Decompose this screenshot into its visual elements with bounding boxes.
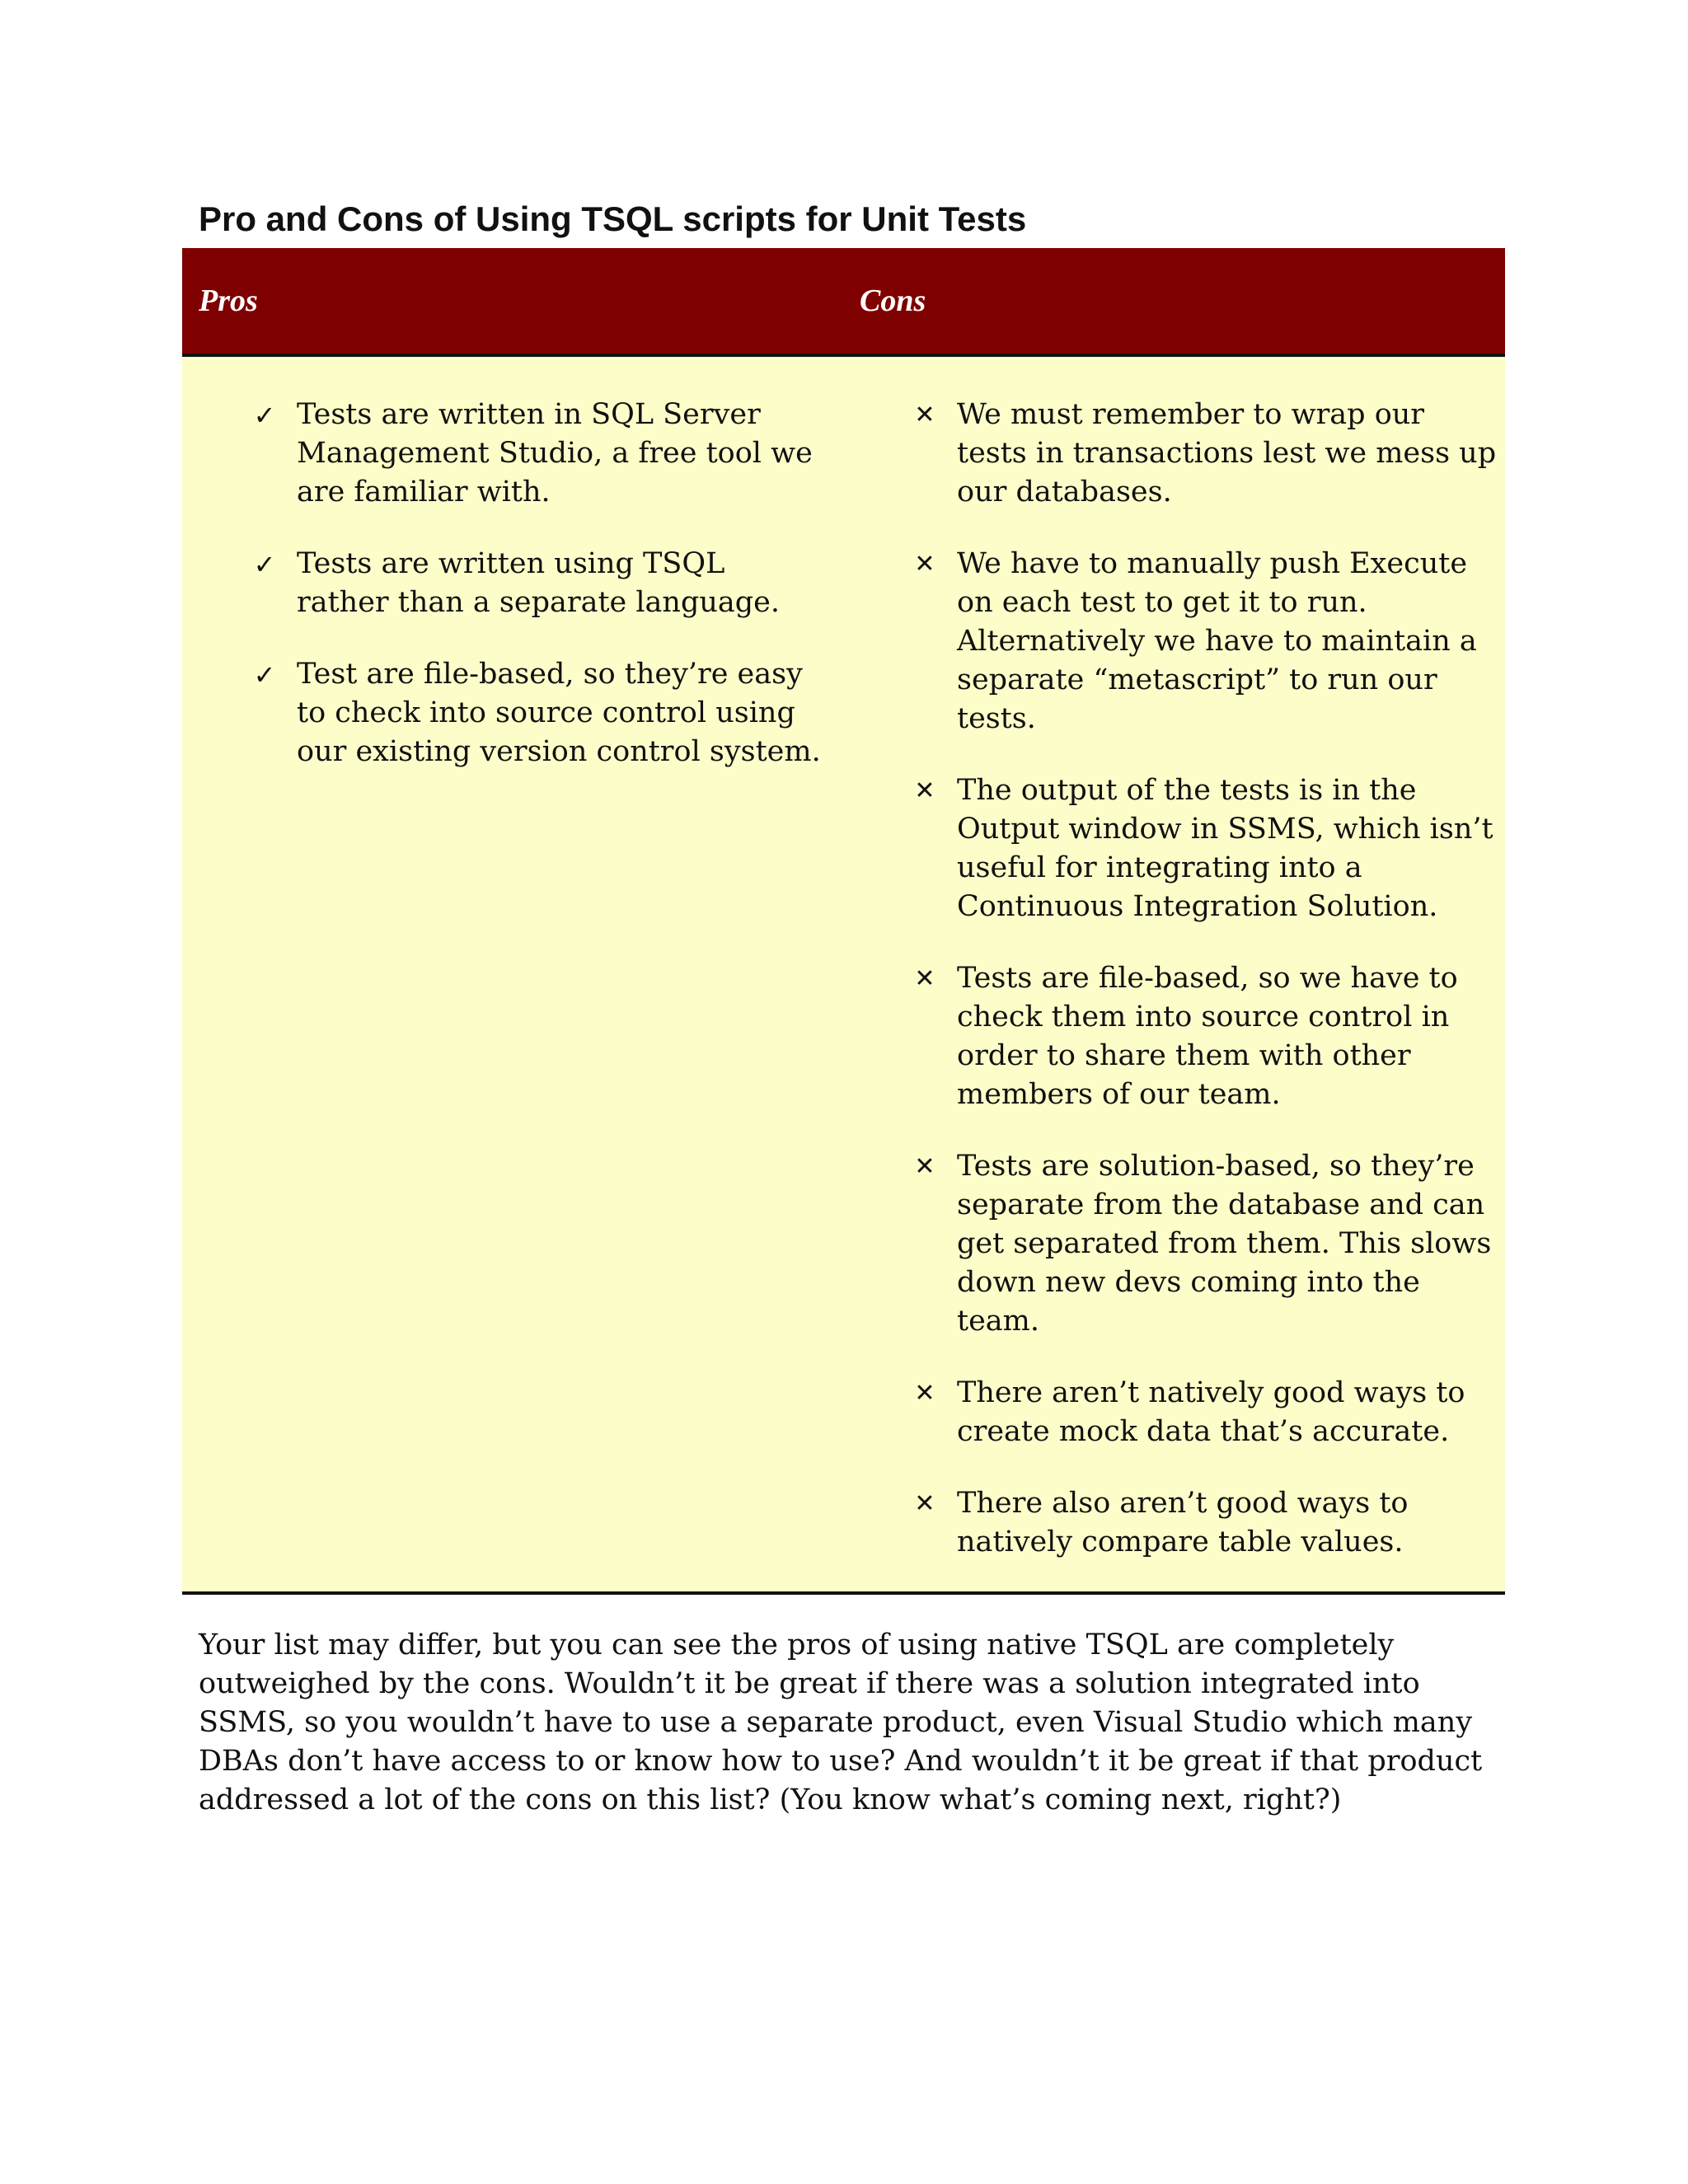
checkmark-icon: ✓	[253, 658, 276, 691]
cross-icon: ✕	[914, 401, 935, 429]
cons-item-text: There aren’t natively good ways to create mock data that’s accurate.	[957, 1376, 1465, 1448]
summary-paragraph: Your list may differ, but you can see the pros of using native TSQL are completely outweighed by the cons. Wouldn’t it be great if there was a solution integrated into SSMS, so you wouldn’t have to use a separate product, even Visual Studio which many DBAs don’t have access to or know how to use? And wouldn’t it be great if that product addressed a lot of the cons on this list? (You know what’s coming next, right?)	[199, 1629, 1483, 1816]
cons-item-text: We have to manually push Execute on each test to get it to run. Alternatively we have to maintain a separate “metascript” to run our tests.	[957, 547, 1477, 735]
cross-icon: ✕	[914, 964, 935, 993]
cons-heading: Cons	[860, 284, 926, 318]
table-header-row	[182, 248, 1505, 357]
cons-item-text: Tests are solution-based, so they’re separate from the database and can get separated from them. This slows down new devs coming into the team.	[957, 1150, 1492, 1338]
cross-icon: ✕	[914, 1152, 935, 1181]
table-body	[182, 357, 1505, 1595]
cons-list-item	[907, 1147, 1501, 1341]
pros-list	[247, 396, 824, 804]
pros-item-text: Tests are written in SQL Server Management Studio, a free tool we are familiar with.	[297, 398, 813, 509]
pros-item-text: Test are file-based, so they’re easy to check into source control using our existing version control system.	[297, 658, 821, 768]
cons-list-item	[907, 771, 1501, 926]
pros-cons-table	[182, 248, 1505, 1595]
cons-list-item	[907, 959, 1501, 1114]
cons-item-text: There also aren’t good ways to natively compare table values.	[957, 1487, 1409, 1558]
cross-icon: ✕	[914, 1379, 935, 1408]
pros-list-item	[247, 396, 824, 512]
checkmark-icon: ✓	[253, 399, 276, 431]
cons-list-item	[907, 1484, 1501, 1562]
checkmark-icon: ✓	[253, 548, 276, 580]
pros-heading: Pros	[199, 284, 258, 318]
cross-icon: ✕	[914, 776, 935, 805]
cons-item-text: The output of the tests is in the Output window in SSMS, which isn’t useful for integrating into a Continuous Integration Solution.	[957, 774, 1493, 923]
cross-icon: ✕	[914, 1489, 935, 1518]
cons-list	[907, 396, 1501, 1595]
cons-list-item	[907, 396, 1501, 512]
cross-icon: ✕	[914, 550, 935, 579]
cons-item-text: Tests are file-based, so we have to check them into source control in order to share them with other members of our team.	[957, 962, 1458, 1111]
cons-item-text: We must remember to wrap our tests in transactions lest we mess up our databases.	[957, 398, 1497, 509]
cons-list-item	[907, 1374, 1501, 1451]
pros-list-item	[247, 655, 824, 771]
pros-list-item	[247, 545, 824, 622]
cons-list-item	[907, 545, 1501, 738]
pros-item-text: Tests are written using TSQL rather than a separate language.	[297, 547, 781, 619]
page-title: Pro and Cons of Using TSQL scripts for Unit Tests	[199, 199, 1027, 238]
